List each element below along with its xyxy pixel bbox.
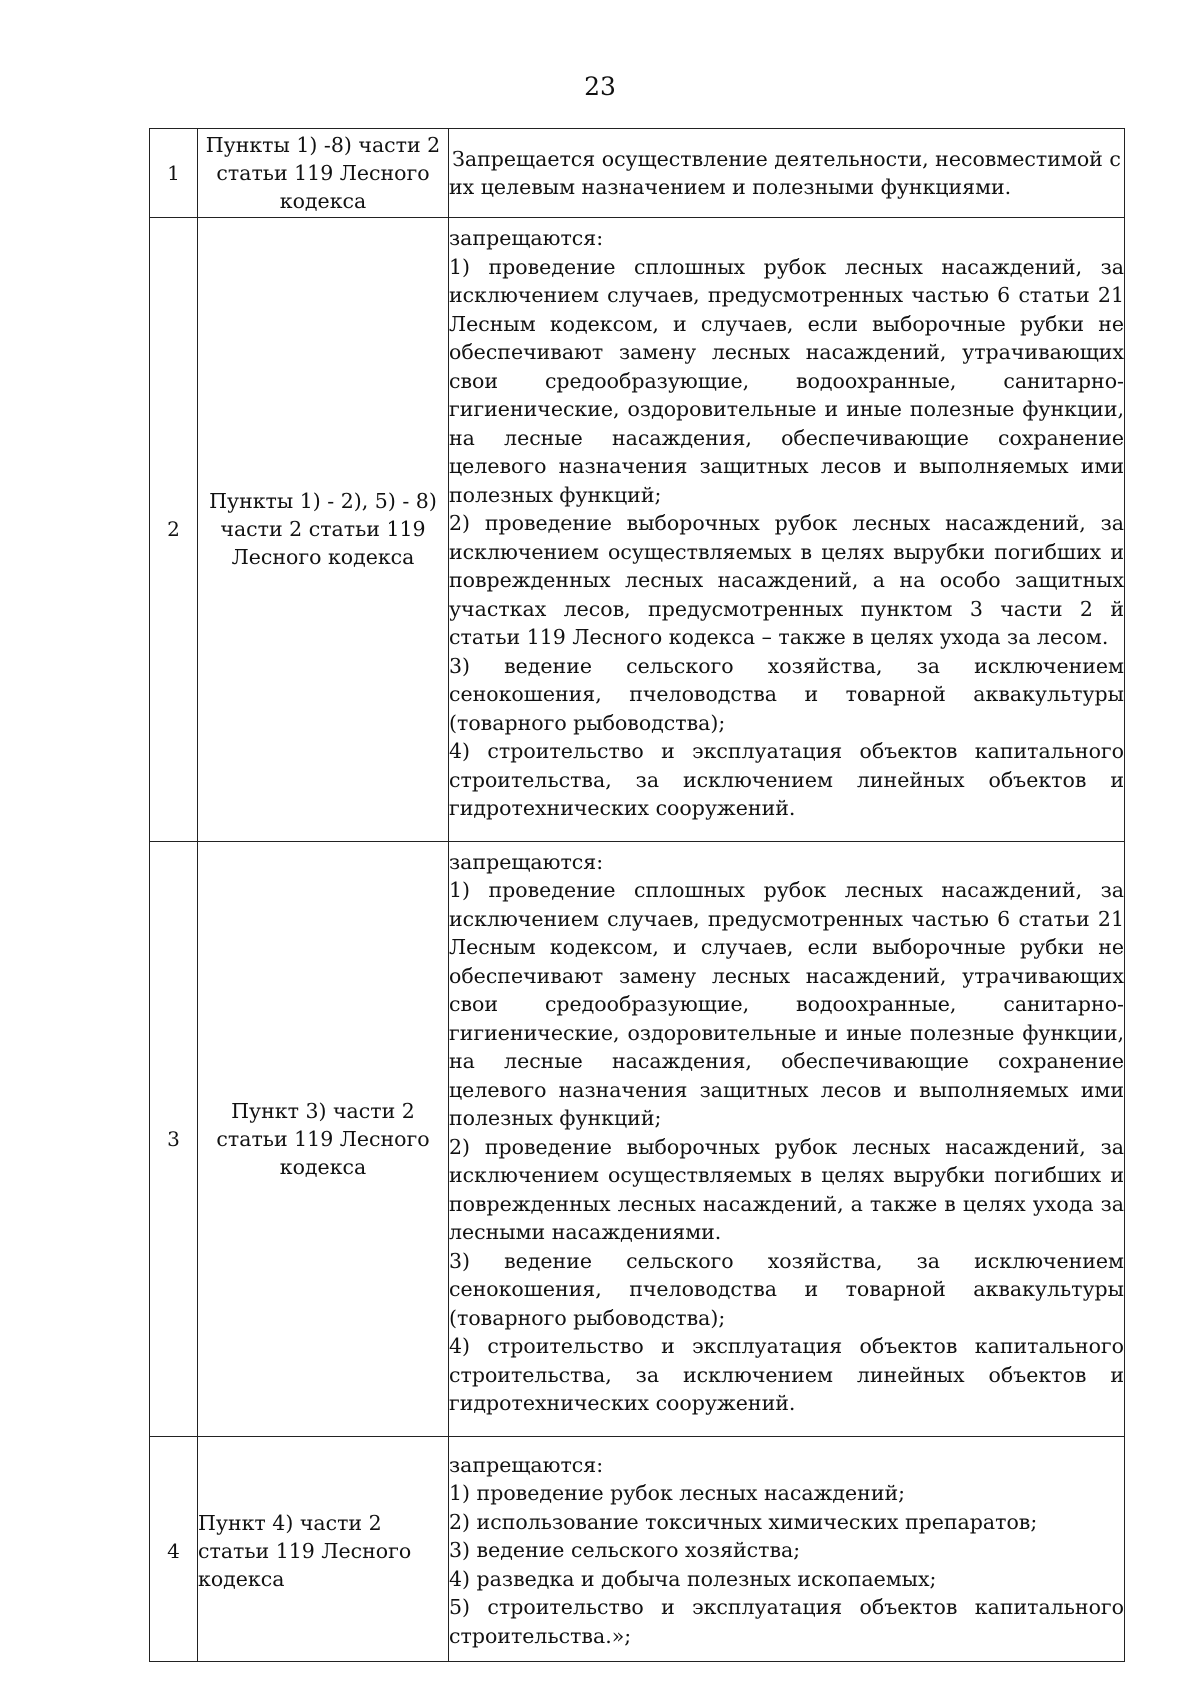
restrictions-cell (449, 129, 1125, 218)
row-number: 2 (150, 218, 198, 842)
restriction-paragraph: 3) ведение сельского хозяйства, за исключением сенокошения, пчеловодства и товарной аквакультуры (товарного рыбоводства); (449, 653, 1124, 735)
restriction-paragraph: запрещаются: (449, 226, 604, 250)
restriction-paragraph: 1) проведение рубок лесных насаждений; (449, 1481, 906, 1506)
restriction-paragraph: 1) проведение сплошных рубок лесных насаждений, за исключением случаев, предусмотренных частью 6 статьи 21 Лесным кодексом, и случаев, если выборочные рубки не обеспечивают замену лесных насаждений, утрачивающих свои средообразующие, водоохранные, санитарно-гигиенические, оздоровительные и иные полезные функции, на лесные насаждения, обеспечивающие сохранение целевого назначения защитных лесов и выполняемых ими полезных функций; (449, 254, 1124, 507)
table-row (150, 841, 1125, 1436)
table-row (150, 129, 1125, 218)
restriction-paragraph: 4) строительство и эксплуатация объектов капитального строительства, за исключением линейных объектов и гидротехнических сооружений. (449, 739, 1124, 820)
restriction-paragraph: 4) строительство и эксплуатация объектов капитального строительства, за исключением линейных объектов и гидротехнических сооружений. (449, 1334, 1124, 1415)
legal-basis-cell: Пункты 1) -8) части 2 статьи 119 Лесного кодекса (198, 129, 449, 218)
table-row (150, 1436, 1125, 1661)
legal-basis-cell: Пункты 1) - 2), 5) - 8) части 2 статьи 119 Лесного кодекса (198, 218, 449, 842)
restriction-paragraph: 4) разведка и добыча полезных ископаемых; (449, 1566, 937, 1591)
restriction-paragraph: запрещаются: (449, 849, 604, 874)
restriction-paragraph: 3) ведение сельского хозяйства, за исключением сенокошения, пчеловодства и товарной аквакультуры (товарного рыбоводства); (449, 1248, 1124, 1330)
restriction-paragraph: 3) ведение сельского хозяйства; (449, 1538, 801, 1563)
restrictions-table (149, 128, 1125, 1662)
restrictions-cell (449, 218, 1125, 842)
row-number: 4 (150, 1436, 198, 1661)
restrictions-cell (449, 1436, 1125, 1661)
restriction-paragraph: 5) строительство и эксплуатация объектов капитального строительства.»; (449, 1595, 1124, 1648)
restrictions-cell (449, 841, 1125, 1436)
restriction-paragraph: Запрещается осуществление деятельности, несовместимой с их целевым назначением и полезными функциями. (449, 146, 1121, 199)
legal-basis-cell: Пункт 3) части 2 статьи 119 Лесного кодекса (198, 841, 449, 1436)
restriction-paragraph: запрещаются: (449, 1452, 604, 1477)
page-number: 23 (584, 72, 616, 101)
legal-basis-cell: Пункт 4) части 2 статьи 119 Лесного кодекса (198, 1436, 449, 1661)
row-number: 3 (150, 841, 198, 1436)
restriction-paragraph: 2) проведение выборочных рубок лесных насаждений, за исключением осуществляемых в целях вырубки погибших и поврежденных лесных насаждений, а также в целях ухода за лесными насаждениями. (449, 1134, 1124, 1244)
row-number: 1 (150, 129, 198, 218)
table-row (150, 218, 1125, 842)
restriction-paragraph: 1) проведение сплошных рубок лесных насаждений, за исключением случаев, предусмотренных частью 6 статьи 21 Лесным кодексом, и случаев, если выборочные рубки не обеспечивают замену лесных насаждений, утрачивающих свои средообразующие, водоохранные, санитарно-гигиенические, оздоровительные и иные полезные функции, на лесные насаждения, обеспечивающие сохранение целевого назначения защитных лесов и выполняемых ими полезных функций; (449, 878, 1124, 1130)
restriction-paragraph: 2) проведение выборочных рубок лесных насаждений, за исключением осуществляемых в целях вырубки погибших и поврежденных лесных насаждений, а на особо защитных участках лесов, предусмотренных пунктом 3 части 2 й статьи 119 Лесного кодекса – также в целях ухода за лесом. (449, 511, 1124, 649)
restriction-paragraph: 2) использование токсичных химических препаратов; (449, 1509, 1038, 1534)
